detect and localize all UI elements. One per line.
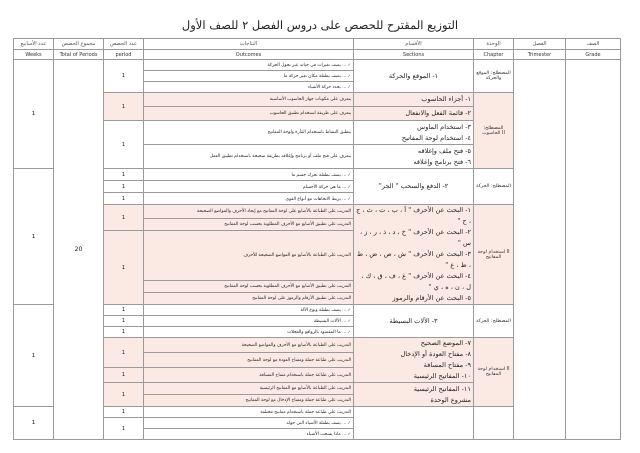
period-cell: 1 [104,407,144,418]
period-cell: 1 [104,231,144,305]
outcome-cell: ✓ ... ما هي حركة الأجسام [144,181,354,193]
header-unit: الوحدة [474,39,514,50]
outcome-cell: ✓ ... ماذا يسحب الأشياء [144,429,354,440]
section-line: ٤- البحث عن الأحرف " غ ، ف ، ق ، ك ، ل ، ن ، ه ، ي " [361,272,471,291]
section-line: مشروع الوحدة [430,395,471,404]
header-total: مجموع الحصص [54,39,104,50]
header-row [14,39,621,50]
page-title: التوزيع المقترح للحصص على دروس الفصل ٢ للصف الأول [181,18,459,32]
period-cell: 1 [104,368,144,383]
header-grade: الصف [566,39,621,50]
outcome-cell: ✓ ... يصف بطفلة مكان تغير حركة ما [144,71,354,82]
outcome-cell: يتعرف على مكونات جهاز الحاسوب الأساسية [144,93,354,107]
subheader-weeks: Weeks [14,50,54,60]
outcome-cell: ✓ ... الآلات البسيطة [144,316,354,327]
outcome-cell: التدريب على الطباعة بالأصابع مع الأحرف والمواضع الصحيحة [144,338,354,353]
outcome-cell: التدريب على طباعة جملة باستخدام مفاتيح مختلفة [144,407,354,418]
term-cell [514,60,566,440]
schedule-table-wrapper [13,38,620,441]
section-line: ٩- مفتاح المسافة [423,361,471,369]
section-line: ٢- البحث عن الأحرف " خ ، د ، ذ ، ر ، ز ، س " [360,228,471,247]
section-line: ٦- فتح برنامج وإغلاقه [413,157,471,166]
section-cell [354,145,474,169]
unit-cell: المصطلح: الموقع والحركة [474,60,514,93]
outcome-cell: التدريب على طباعة جملة ومفتاح الإدخال مع لوحة المفاتيح [144,395,354,407]
grade-cell [566,60,621,440]
section-line: ١- البحث عن الأحرف " أ ، ب ، ت ، ث ، ج ، ح " [356,206,471,225]
period-cell: 1 [104,93,144,121]
unit-cell: استخدام لوحة II المفاتيح [474,338,514,407]
section-line: ١٠- المفاتيح الرئيسية [413,372,471,380]
section-line: ٥- فتح ملف وإغلاقه [417,146,471,155]
subheader-outcomes: Outcomes [144,50,354,60]
outcome-cell: التدريب على الطباعة بالأصابع على لوحة المفاتيح مع إيجاد الأحرف والمواضع الصحيحة [144,205,354,219]
period-cell: 1 [104,60,144,93]
subheader-term: Trimester [514,50,566,60]
section-cell [354,205,474,305]
section-line: ٣- البحث عن الأحرف " ش ، ص ، ض ، ط ، ظ ، ع " [357,250,471,269]
outcome-cell: التدريب على طباعة جملة ومفتاح العودة مع لوحة المفاتيح [144,353,354,368]
header-weeks: عدد الأسابيع [14,39,54,50]
header-term: الفصل [514,39,566,50]
subheader-periods: period [104,50,144,60]
section-line: ٧- الموضع الصحيح [420,339,471,347]
section-cell: ٢- قائمة الفعل والانفعال [354,107,474,121]
unit-cell: المصطلح: الحاسوب II [474,93,514,169]
outcome-cell: التدريب على الطباعة بالأصابع مع المفاتيح الرئيسية [144,383,354,395]
period-cell: 1 [104,169,144,181]
section-line: ٣- استخدام الماوس [417,122,471,131]
subheader-grade: Grade [566,50,621,60]
schedule-table [13,38,621,440]
section-line: ٤- استخدام لوحة المفاتيح [401,133,471,142]
outcome-cell: التدريب على تطبيق الأصابع مع الأحرف المطلوبة بحسب لوحة المفاتيح [144,281,354,293]
outcome-cell: ✓ ... يصف بطفلة ونوع الآلة [144,305,354,316]
header-outcomes: النتاجات [144,39,354,50]
section-line: ١١- المفاتيح الرئيسية [413,384,471,393]
table-row [14,60,621,71]
period-cell: 1 [104,121,144,169]
outcome-cell: يتطبق النشاط باستخدام الفأرة ولوحة المفاتيح [144,121,354,145]
section-line: ٥- البحث عن الأرقام والرموز [392,294,471,302]
section-line: ٨- مفتاح العودة أو الإدخال [400,350,471,358]
header-sections: الأقسام [354,39,474,50]
weeks-cell: 1 [14,305,54,407]
outcome-cell: ✓ ... يحدد حركة الأشياء [144,82,354,93]
section-cell: ١- الموقع والحركة [354,60,474,93]
outcome-cell: التدريب على طباعة جملة باستخدام مفتاح المسافة [144,368,354,383]
period-cell: 1 [104,316,144,327]
section-cell: ٣- الآلات البسيطة [354,305,474,338]
header-periods: عدد الحصص [104,39,144,50]
subheader-unit: Chapter [474,50,514,60]
subheader-row [14,50,621,60]
outcome-cell: التدريب على تطبيق الأصابع مع الأحرف المطلوبة بحسب لوحة المفاتيح [144,219,354,231]
outcome-cell: التدريب على الطباعة بالأصابع مع المواضع الصحيحة للأحرف [144,231,354,281]
section-cell [354,383,474,407]
outcome-cell: يتعرف على طريقة استخدام تطبيق الحاسوب [144,107,354,121]
outcome-cell: ✓ ... ما المقصود بالروافع والعجلات [144,327,354,338]
period-cell: 1 [104,383,144,407]
unit-cell [474,407,514,440]
period-cell: 1 [104,193,144,205]
weeks-cell: 1 [14,407,54,440]
outcome-cell: ✓ ... يصف بطفلة الأشياء التي حوله [144,418,354,429]
section-cell [354,121,474,145]
section-cell: ٢- الدفع والسحب " الجر" [354,169,474,205]
period-cell: 1 [104,338,144,368]
outcome-cell: التدريب على تطبيق الأرقام والرموز على لوحة المفاتيح [144,293,354,305]
weeks-cell: 1 [14,60,54,169]
unit-cell: المصطلح: الحركة [474,305,514,338]
outcome-cell: ✓ ... يربط الاتجاهات مع أنواع القوى [144,193,354,205]
period-cell: 1 [104,305,144,316]
outcome-cell: يتعرف على فتح ملف أو برنامج وإغلاقه بطريقة صحيحة باستخدام تطبيق العمل [144,145,354,169]
outcome-cell: ✓ ... يصف بطفلة تحرك جسم ما [144,169,354,181]
unit-cell: استخدام لوحة II المفاتيح [474,205,514,305]
subheader-sections: Sections [354,50,474,60]
period-cell: 1 [104,205,144,231]
section-cell [354,407,474,440]
subheader-total: Total of Periods [54,50,104,60]
weeks-cell: 1 [14,169,54,305]
section-cell [354,338,474,383]
period-cell: 1 [104,181,144,193]
period-cell: 1 [104,418,144,440]
outcome-cell: ✓ ... يصف تغيرات في حياته عبر تحول الحركة [144,60,354,71]
period-cell: 1 [104,327,144,338]
total-cell: 20 [54,60,104,440]
section-cell: ١- أجزاء الحاسوب [354,93,474,107]
unit-cell: المصطلح: الحركة [474,169,514,205]
